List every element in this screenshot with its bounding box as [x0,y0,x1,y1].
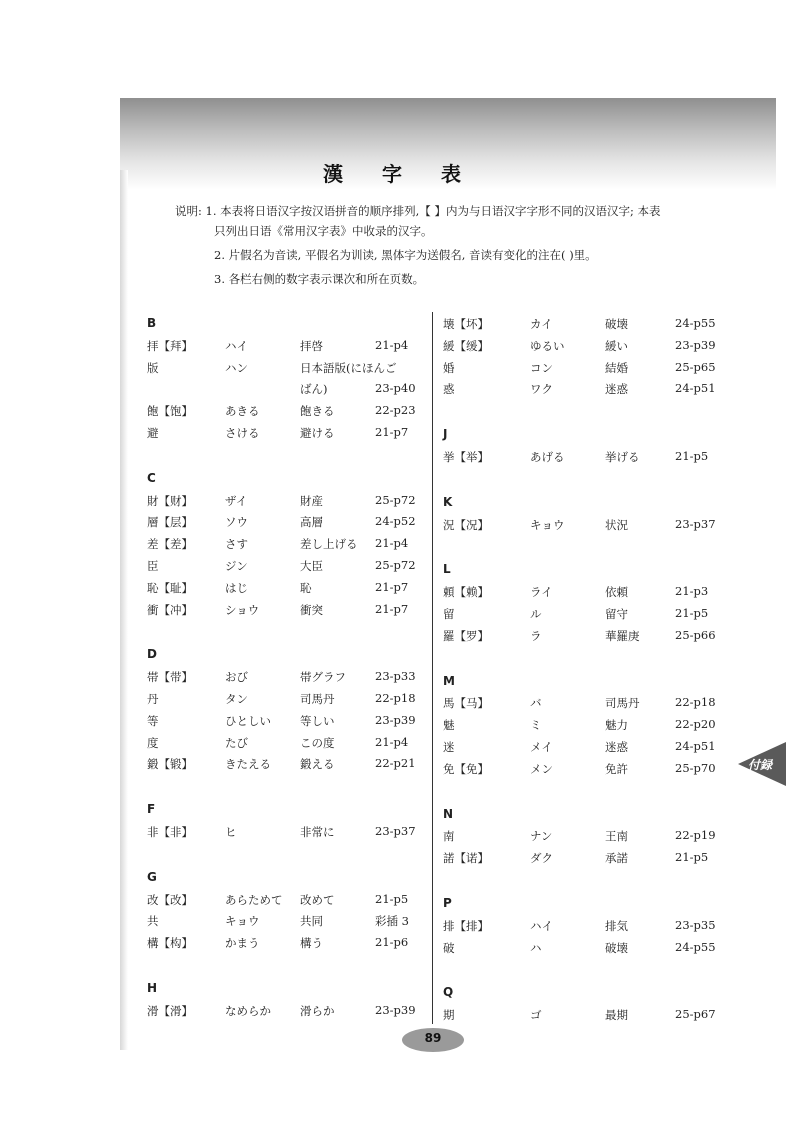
entry-reading: たび [225,735,248,750]
entry-reading: ゴ [530,1008,542,1023]
section-letter: B [147,316,157,330]
entry-ref: 21-p3 [675,584,709,599]
entry-ref: 24-p51 [675,739,716,753]
entry-reading: ゆるい [530,338,565,353]
entry-ref: 22-p19 [675,828,716,843]
entry-reading: はじ [225,580,248,595]
entry-kanji: 頼【赖】 [443,585,489,600]
section-letter: J [443,427,448,442]
entry-ref: 24-p55 [675,316,716,330]
entry-word: 避ける [300,426,335,440]
section-letter: K [443,494,453,509]
entry-ref: 23-p39 [375,1002,416,1017]
section-letter: F [147,802,156,817]
entry-kanji: 迷 [443,740,455,754]
entry-reading: ミ [530,718,542,733]
entry-word: 最期 [605,1008,628,1023]
entry-reading: ダク [530,851,553,866]
entry-ref: 21-p7 [375,579,409,594]
entry-reading: あらためて [225,892,283,907]
section-letter: P [443,896,452,910]
entry-ref: 22-p20 [675,717,716,732]
entry-kanji: 挙【举】 [443,450,489,464]
entry-kanji: 衝【冲】 [147,602,193,617]
entry-kanji: 況【况】 [443,517,489,532]
entry-ref: 25-p66 [675,627,716,642]
entry-word: 司馬丹 [300,692,335,706]
entry-reading: さす [225,537,248,552]
entry-ref: 彩插 3 [375,914,409,929]
entry-ref: 22-p21 [375,756,416,771]
entry-kanji: 避 [147,426,159,440]
entry-word: 拝啓 [300,338,323,353]
entry-kanji: 版 [147,360,159,375]
entry-ref: 21-p5 [375,891,409,906]
entry-ref: 21-p4 [375,337,409,352]
entry-kanji: 滑【滑】 [147,1003,193,1018]
section-letter: H [147,981,158,995]
entry-reading: メン [530,761,553,776]
page-number: 89 [424,1031,442,1045]
entry-ref: 23-p40 [375,381,416,396]
page-title: 漢 字 表 [323,162,477,186]
entry-ref: 25-p70 [675,760,716,775]
entry-kanji: 拝【拜】 [147,338,193,353]
entry-word: 破壊 [605,317,628,331]
entry-word: 緩い [605,338,628,353]
entry-word: 滑らか [300,1003,335,1018]
entry-kanji: 惑 [443,382,455,397]
entry-reading: ナン [530,829,553,844]
entry-word: 衝突 [300,602,323,617]
entry-kanji: 構【构】 [147,936,193,951]
entry-kanji: 鍛【锻】 [147,757,193,772]
entry-word: 魅力 [605,718,628,733]
entry-word: 構う [300,936,323,951]
entry-reading: タン [225,692,248,706]
entry-word: 挙げる [605,450,640,464]
entry-word: 依頼 [605,585,628,600]
section-letter: D [147,647,157,662]
entry-ref: 23-p39 [375,712,416,727]
entry-kanji: 改【改】 [147,892,193,907]
entry-kanji: 共 [147,914,159,929]
entry-reading: キョウ [225,914,260,929]
note-line-2: 只列出日语《常用汉字表》中收录的汉字。 [214,224,433,238]
section-letter: Q [443,985,454,1000]
entry-word: 高層 [300,515,323,530]
entry-kanji: 帯【带】 [147,670,193,685]
entry-ref: 24-p51 [675,381,716,396]
entry-word: 華羅庚 [605,628,640,643]
entry-kanji: 南 [443,829,455,844]
section-letter: L [443,562,451,577]
entry-kanji: 差【差】 [147,537,193,552]
entry-word: 等しい [300,713,335,728]
section-letter: G [147,869,157,884]
entry-word: 排気 [605,918,628,933]
entry-word: 免許 [605,761,628,776]
entry-reading: さける [225,426,260,440]
entry-word: 王南 [605,829,628,844]
entry-reading: コン [530,360,553,375]
entry-ref: 21-p5 [675,449,709,463]
entry-kanji: 留 [443,607,455,621]
entry-reading: おび [225,670,248,685]
entry-reading: ハイ [225,338,248,353]
entry-ref: 23-p35 [675,917,716,932]
entry-kanji: 非【非】 [147,825,193,839]
entry-ref: 25-p67 [675,1007,716,1022]
entry-kanji: 等 [147,713,159,728]
entry-reading: ライ [530,585,553,600]
entry-kanji: 度 [147,735,159,750]
entry-ref: 21-p5 [675,606,709,620]
entry-kanji: 排【排】 [443,918,489,933]
entry-kanji: 婚 [443,360,455,375]
entry-word: 状況 [605,517,628,532]
entry-word: 迷惑 [605,740,628,754]
entry-reading: ショウ [225,602,260,617]
entry-word: 鍛える [300,757,335,772]
entry-ref: 23-p37 [675,516,716,531]
entry-reading: ハ [530,940,542,955]
entry-ref: 25-p65 [675,359,716,374]
entry-ref: 25-p72 [375,558,416,572]
entry-kanji: 期 [443,1008,455,1023]
entry-ref: 21-p7 [375,425,409,439]
entry-kanji: 諾【诺】 [443,851,489,866]
entry-kanji: 緩【缓】 [443,338,489,353]
entry-ref: 21-p5 [675,850,709,865]
entry-ref: 21-p6 [375,935,409,950]
entry-word: この度 [300,735,335,750]
appendix-tab-label: 付録 [748,758,773,772]
entry-word: 結婚 [605,360,628,375]
entry-word: 日本語版(にほんご [300,360,397,375]
note-line-3: 2. 片假名为音读, 平假名为训读, 黑体字为送假名, 音读有变化的注在( )里。 [214,248,597,262]
entry-word: 承諾 [605,851,628,866]
entry-reading: ハン [225,360,248,375]
entry-kanji: 免【免】 [443,761,489,776]
entry-reading: ラ [530,628,542,643]
column-divider [432,312,433,1024]
entry-ref: 21-p4 [375,734,409,749]
entry-reading: あげる [530,450,565,464]
entry-kanji: 壊【坏】 [443,317,489,331]
section-letter: N [443,806,454,821]
entry-reading: ソウ [225,515,248,530]
entry-word: 差し上げる [300,537,358,552]
entry-kanji: 羅【罗】 [443,628,489,643]
note-line-1: 说明: 1. 本表将日语汉字按汉语拼音的顺序排列,【 】内为与日语汉字字形不同的汉语汉字; 本表 [175,204,661,218]
entry-ref: 21-p4 [375,536,409,551]
entry-reading: ハイ [530,918,553,933]
entry-word: 迷惑 [605,382,628,397]
entry-reading: かまう [225,936,260,951]
entry-ref: 25-p72 [375,492,416,507]
entry-reading: ル [530,607,542,621]
section-letter: M [443,673,455,688]
entry-ref: 23-p37 [375,824,416,838]
entry-ref: 22-p18 [375,691,416,705]
entry-kanji: 馬【马】 [443,696,489,711]
entry-reading: ジン [225,559,248,573]
entry-kanji: 破 [443,940,455,955]
entry-word: ばん) [300,382,328,397]
entry-word: 帯グラフ [300,670,346,685]
entry-word: 破壊 [605,940,628,955]
entry-reading: メイ [530,740,553,754]
entry-kanji: 財【财】 [147,493,193,508]
entry-word: 司馬丹 [605,696,640,711]
entry-word: 非常に [300,825,335,839]
entry-reading: なめらか [225,1003,271,1018]
entry-reading: あきる [225,404,260,419]
entry-ref: 21-p7 [375,601,409,616]
entry-kanji: 丹 [147,692,159,706]
entry-ref: 24-p52 [375,514,416,529]
entry-ref: 23-p33 [375,669,416,684]
entry-word: 恥 [300,580,312,595]
entry-kanji: 魅 [443,718,455,733]
entry-reading: ザイ [225,493,248,508]
entry-word: 財産 [300,493,323,508]
entry-word: 大臣 [300,559,323,573]
entry-reading: カイ [530,317,553,331]
entry-reading: バ [530,696,542,711]
entry-word: 留守 [605,607,628,621]
page-edge-shadow [120,170,128,1050]
entry-ref: 22-p23 [375,403,416,418]
entry-reading: ヒ [225,825,237,839]
entry-reading: ひとしい [225,713,271,728]
entry-word: 改めて [300,892,335,907]
entry-reading: ワク [530,382,553,397]
note-line-4: 3. 各栏右侧的数字表示课次和所在页数。 [214,272,425,286]
entry-kanji: 飽【饱】 [147,404,193,419]
section-letter: C [147,470,156,485]
entry-kanji: 臣 [147,559,159,573]
entry-ref: 22-p18 [675,695,716,710]
entry-ref: 24-p55 [675,939,716,954]
entry-kanji: 層【层】 [147,515,193,530]
entry-reading: キョウ [530,517,565,532]
entry-reading: きたえる [225,757,271,772]
entry-word: 飽きる [300,404,335,419]
entry-ref: 23-p39 [675,337,716,352]
entry-word: 共同 [300,914,323,929]
entry-kanji: 恥【耻】 [147,580,193,595]
